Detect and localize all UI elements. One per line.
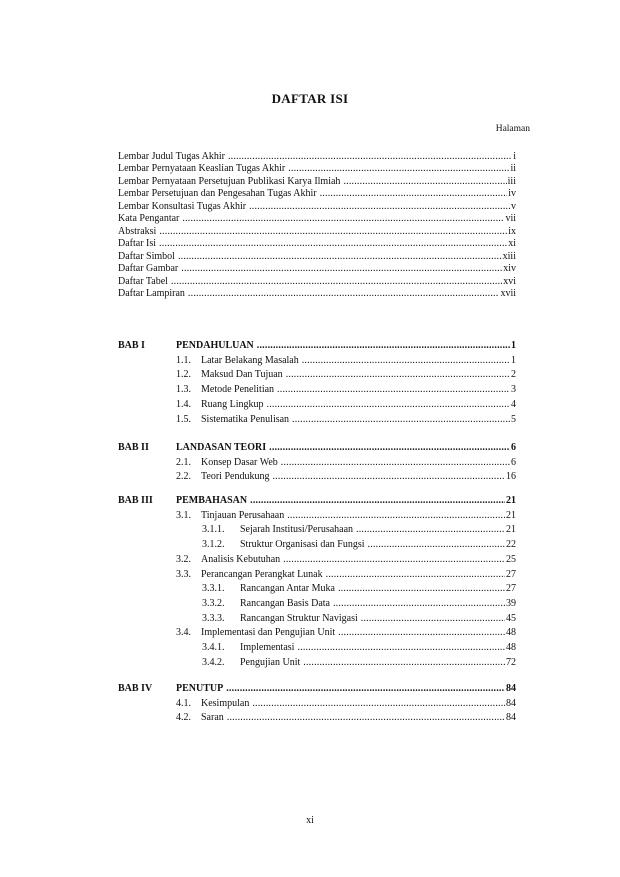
front-matter-entry-page: xvii: [500, 288, 516, 299]
section-entry-number: 1.2.: [176, 369, 191, 380]
leader-dots: [292, 414, 510, 426]
subsection-entry-page: 48: [506, 642, 516, 653]
front-matter-entry-label: Daftar Gambar: [118, 263, 179, 274]
front-matter-entry-page: vii: [505, 213, 516, 224]
leader-dots: [159, 226, 507, 238]
subsection-entry-number: 3.4.2.: [202, 657, 225, 668]
front-matter-entry[interactable]: [118, 263, 516, 276]
leader-dots: [272, 471, 505, 483]
leader-dots: [326, 569, 505, 581]
leader-dots: [252, 698, 505, 710]
chapter-entry[interactable]: [176, 340, 516, 353]
subsection-entry-number: 3.3.1.: [202, 583, 225, 594]
front-matter-entry-page: ix: [508, 226, 516, 237]
front-matter-entry[interactable]: [118, 213, 516, 226]
halaman-header: Halaman: [495, 124, 530, 134]
chapter-entry[interactable]: [176, 683, 516, 696]
subsection-entry[interactable]: [202, 657, 516, 670]
section-entry-number: 3.2.: [176, 554, 191, 565]
section-entry-label: 2.2. Teori Pendukung: [176, 471, 270, 482]
section-entry[interactable]: [176, 457, 516, 470]
front-matter-entry-page: iv: [508, 188, 516, 199]
leader-dots: [303, 657, 505, 669]
front-matter-entry-label: Lembar Konsultasi Tugas Akhir: [118, 201, 247, 212]
subsection-entry-page: 22: [506, 539, 516, 550]
section-entry-page: 25: [506, 554, 516, 565]
section-entry-label: 4.1. Kesimpulan: [176, 698, 250, 709]
front-matter-entry-label: Daftar Simbol: [118, 251, 175, 262]
leader-dots: [333, 598, 505, 610]
leader-dots: [338, 627, 505, 639]
subsection-entry-label: 3.3.3. Rancangan Struktur Navigasi: [202, 613, 358, 624]
section-entry-page: 27: [506, 569, 516, 580]
front-matter-entry-page: i: [513, 151, 516, 162]
subsection-entry[interactable]: [202, 642, 516, 655]
subsection-entry[interactable]: [202, 539, 516, 552]
section-entry[interactable]: [176, 414, 516, 427]
leader-dots: [297, 642, 505, 654]
chapter-entry-page: 1: [511, 340, 516, 351]
chapter-entry[interactable]: [176, 442, 516, 455]
subsection-entry-label: 3.3.2. Rancangan Basis Data: [202, 598, 330, 609]
section-entry-label: 3.2. Analisis Kebutuhan: [176, 554, 281, 565]
section-entry-label: 1.3. Metode Penelitian: [176, 384, 275, 395]
section-entry[interactable]: [176, 569, 516, 582]
leader-dots: [281, 457, 510, 469]
section-entry-label: 1.4. Ruang Lingkup: [176, 399, 264, 410]
subsection-entry-number: 3.4.1.: [202, 642, 225, 653]
subsection-entry-number: 3.1.2.: [202, 539, 225, 550]
section-entry-page: 1: [511, 355, 516, 366]
front-matter-entry-label: Daftar Tabel: [118, 276, 168, 287]
page-title: DAFTAR ISI: [271, 91, 349, 106]
leader-dots: [269, 442, 510, 454]
front-matter-entry-label: Abstraksi: [118, 226, 157, 237]
subsection-entry-page: 45: [506, 613, 516, 624]
section-entry-label: 2.1. Konsep Dasar Web: [176, 457, 278, 468]
section-entry[interactable]: [176, 355, 516, 368]
section-entry[interactable]: [176, 698, 516, 711]
chapter-number: BAB II: [118, 442, 149, 453]
page-number: xi: [306, 815, 314, 826]
leader-dots: [250, 495, 505, 507]
front-matter-entry-label: Lembar Judul Tugas Akhir: [118, 151, 225, 162]
front-matter-entry-page: xiv: [503, 263, 516, 274]
section-entry-number: 1.3.: [176, 384, 191, 395]
section-entry-page: 6: [511, 457, 516, 468]
leader-dots: [178, 251, 502, 263]
section-entry-page: 84: [506, 698, 516, 709]
leader-dots: [159, 238, 507, 250]
subsection-entry-number: 3.3.2.: [202, 598, 225, 609]
subsection-entry[interactable]: [202, 583, 516, 596]
subsection-entry-page: 27: [506, 583, 516, 594]
section-entry-page: 84: [506, 712, 516, 723]
section-entry-page: 5: [511, 414, 516, 425]
leader-dots: [361, 613, 505, 625]
chapter-entry-label: LANDASAN TEORI: [176, 442, 267, 453]
section-entry[interactable]: [176, 399, 516, 412]
section-entry[interactable]: [176, 384, 516, 397]
leader-dots: [182, 213, 504, 225]
section-entry-number: 4.2.: [176, 712, 191, 723]
chapter-number: BAB I: [118, 340, 145, 351]
subsection-entry[interactable]: [202, 613, 516, 626]
front-matter-entry-label: Lembar Persetujuan dan Pengesahan Tugas Akhir: [118, 188, 317, 199]
section-entry-number: 3.3.: [176, 569, 191, 580]
front-matter-entry[interactable]: [118, 188, 516, 201]
chapter-entry-page: 84: [506, 683, 516, 694]
section-entry-number: 1.4.: [176, 399, 191, 410]
chapter-entry-label: PEMBAHASAN: [176, 495, 248, 506]
chapter-entry-label: PENUTUP: [176, 683, 224, 694]
front-matter-entry-label: Lembar Pernyataan Persetujuan Publikasi Karya Ilmiah: [118, 176, 341, 187]
front-matter-entry-page: xiii: [502, 251, 516, 262]
subsection-entry[interactable]: [202, 524, 516, 537]
section-entry-page: 21: [506, 510, 516, 521]
leader-dots: [343, 176, 506, 188]
section-entry-number: 4.1.: [176, 698, 191, 709]
section-entry-number: 2.2.: [176, 471, 191, 482]
front-matter-entry[interactable]: [118, 238, 516, 251]
subsection-entry-label: 3.1.1. Sejarah Institusi/Perusahaan: [202, 524, 354, 535]
chapter-entry-page: 6: [511, 442, 516, 453]
front-matter-entry-label: Daftar Lampiran: [118, 288, 185, 299]
leader-dots: [249, 201, 510, 213]
section-entry-label: 4.2. Saran: [176, 712, 224, 723]
section-entry-number: 1.5.: [176, 414, 191, 425]
section-entry[interactable]: [176, 369, 516, 382]
subsection-entry-page: 21: [506, 524, 516, 535]
section-entry[interactable]: [176, 554, 516, 567]
leader-dots: [188, 288, 500, 300]
subsection-entry-label: 3.4.1. Implementasi: [202, 642, 295, 653]
leader-dots: [356, 524, 505, 536]
leader-dots: [257, 340, 510, 352]
leader-dots: [226, 683, 505, 695]
section-entry-label: 3.4. Implementasi dan Pengujian Unit: [176, 627, 336, 638]
section-entry[interactable]: [176, 627, 516, 640]
front-matter-entry-label: Lembar Pernyataan Keaslian Tugas Akhir: [118, 163, 286, 174]
subsection-entry-page: 72: [506, 657, 516, 668]
section-entry-number: 1.1.: [176, 355, 191, 366]
chapter-entry-page: 21: [506, 495, 516, 506]
leader-dots: [302, 355, 510, 367]
section-entry-page: 16: [506, 471, 516, 482]
subsection-entry-number: 3.3.3.: [202, 613, 225, 624]
section-entry-page: 3: [511, 384, 516, 395]
front-matter-entry-page: v: [511, 201, 516, 212]
leader-dots: [338, 583, 505, 595]
chapter-number: BAB III: [118, 495, 153, 506]
leader-dots: [288, 163, 509, 175]
chapter-entry-label: PENDAHULUAN: [176, 340, 254, 351]
leader-dots: [320, 188, 508, 200]
leader-dots: [227, 712, 505, 724]
subsection-entry-label: 3.4.2. Pengujian Unit: [202, 657, 301, 668]
section-entry-number: 3.4.: [176, 627, 191, 638]
subsection-entry-label: 3.3.1. Rancangan Antar Muka: [202, 583, 335, 594]
front-matter-entry-page: xvi: [503, 276, 516, 287]
subsection-entry-label: 3.1.2. Struktur Organisasi dan Fungsi: [202, 539, 365, 550]
leader-dots: [287, 510, 505, 522]
front-matter-entry-label: Kata Pengantar: [118, 213, 180, 224]
section-entry[interactable]: [176, 510, 516, 523]
leader-dots: [277, 384, 510, 396]
front-matter-entry-page: ii: [510, 163, 516, 174]
section-entry[interactable]: [176, 471, 516, 484]
section-entry-label: 3.3. Perancangan Perangkat Lunak: [176, 569, 323, 580]
subsection-entry-number: 3.1.1.: [202, 524, 225, 535]
leader-dots: [286, 369, 510, 381]
section-entry-label: 1.2. Maksud Dan Tujuan: [176, 369, 283, 380]
section-entry-page: 2: [511, 369, 516, 380]
leader-dots: [283, 554, 505, 566]
section-entry-page: 48: [506, 627, 516, 638]
section-entry[interactable]: [176, 712, 516, 725]
subsection-entry[interactable]: [202, 598, 516, 611]
section-entry-page: 4: [511, 399, 516, 410]
front-matter-entry-page: xi: [508, 238, 516, 249]
section-entry-number: 2.1.: [176, 457, 191, 468]
leader-dots: [228, 151, 512, 163]
section-entry-label: 1.5. Sistematika Penulisan: [176, 414, 290, 425]
chapter-number: BAB IV: [118, 683, 153, 694]
front-matter-entry[interactable]: [118, 288, 516, 301]
front-matter-entry[interactable]: [118, 163, 516, 176]
chapter-entry[interactable]: [176, 495, 516, 508]
section-entry-number: 3.1.: [176, 510, 191, 521]
front-matter-entry-label: Daftar Isi: [118, 238, 157, 249]
section-entry-label: 3.1. Tinjauan Perusahaan: [176, 510, 285, 521]
front-matter-entry-page: iii: [507, 176, 516, 187]
leader-dots: [181, 263, 502, 275]
section-entry-label: 1.1. Latar Belakang Masalah: [176, 355, 299, 366]
leader-dots: [267, 399, 511, 411]
leader-dots: [171, 276, 502, 288]
subsection-entry-page: 39: [506, 598, 516, 609]
leader-dots: [368, 539, 505, 551]
